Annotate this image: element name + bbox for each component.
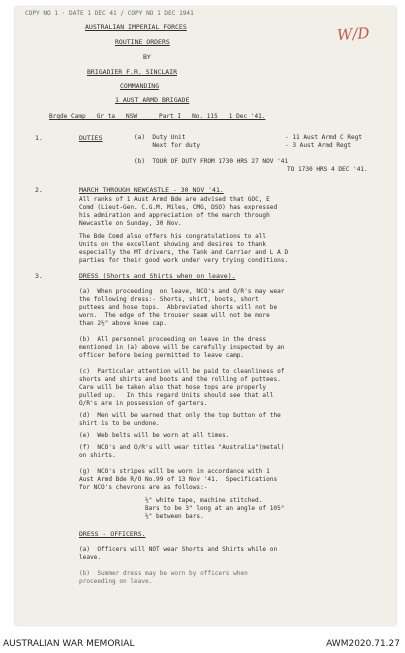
- dress-c-line-3: Care will be taken also that hose tops are properly: [79, 384, 267, 391]
- section-2-title: MARCH THROUGH NEWCASTLE - 30 NOV '41.: [79, 186, 224, 194]
- march-paragraph-2-line-1: The Bde Comd also offers his congratulations to all: [79, 233, 267, 240]
- march-paragraph-2-line-2: Units on the excellent showing and desires to thank: [79, 241, 267, 248]
- duty-unit-value: - 11 Aust Armd C Regt: [285, 134, 363, 141]
- dress-b-line-1: (b) All personnel proceeding on leave in the dress: [79, 336, 267, 343]
- dress-c-line-4: pulled up. In this regard Units should see that all: [79, 392, 274, 399]
- next-duty-value: - 3 Aust Armd Regt: [285, 142, 352, 149]
- header-line-3: BY: [143, 53, 151, 61]
- section-3-title: DRESS (Shorts and Shirts when on leave).: [79, 272, 236, 280]
- tour-of-duty-line-1: (b) TOUR OF DUTY FROM 1730 HRS 27 NOV '41: [134, 158, 289, 165]
- section-3-number: 3.: [35, 272, 43, 280]
- footer-accession-number: AWM2020.71.27: [326, 639, 400, 649]
- section-1-number: 1.: [35, 134, 43, 142]
- section-2-number: 2.: [35, 186, 43, 194]
- dress-officers-a-line-1: (a) Officers will NOT wear Shorts and Shirts while on: [79, 546, 278, 553]
- tour-of-duty-line-2: TO 1730 HRS 4 DEC '41.: [287, 166, 368, 173]
- dress-officers-b-line-1: (b) Summer dress may be worn by officers when: [79, 570, 248, 577]
- dress-a-line-5: than 2½" above knee cap.: [79, 320, 168, 327]
- header-line-2: ROUTINE ORDERS: [115, 38, 170, 46]
- header-line-6: 1 AUST ARMD BRIGADE: [115, 96, 190, 104]
- section-1-title: DUTIES: [79, 134, 103, 142]
- dress-officers-b-line-2: proceeding on leave.: [79, 578, 153, 585]
- dress-c-line-2: shorts and shirts and boots and the rolling of puttees.: [79, 376, 281, 383]
- document-page: [15, 7, 396, 625]
- archive-footer: [0, 637, 405, 653]
- chevron-spec-line-3: ½" between bars.: [145, 513, 204, 520]
- dress-c-line-5: O/R's are in possession of garters.: [79, 400, 208, 407]
- dress-a-line-1: (a) When proceeding on leave, NCO's and O/R's may wear: [79, 288, 285, 295]
- dress-a-line-3: puttees and hose tops. Abbreviated shorts will not be: [79, 304, 278, 311]
- dress-g-line-3: for NCO's chevrons are as follows:-: [79, 484, 208, 491]
- dress-f-line-2: on shirts.: [79, 452, 116, 459]
- dress-e-line: (e) Web belts will be worn at all times.: [79, 432, 230, 439]
- march-paragraph-1-line-2: Comd (Lieut-Gen. C.G.M. Miles, CMG, DSO) has expressed: [79, 204, 278, 211]
- dress-a-line-2: the following dress:- Shorts, shirt, boots, short: [79, 296, 259, 303]
- header-line-1: AUSTRALIAN IMPERIAL FORCES: [85, 23, 187, 31]
- next-duty-label: Next for duty: [134, 142, 201, 149]
- dress-c-line-1: (c) Particular attention will be paid to cleanliness of: [79, 368, 285, 375]
- dress-b-line-2: mentioned in (a) above will be carefully inspected by an: [79, 344, 285, 351]
- march-paragraph-2-line-4: parties for their good work under very trying conditions.: [79, 257, 289, 264]
- footer-institution: AUSTRALIAN WAR MEMORIAL: [3, 639, 135, 649]
- dress-g-line-1: (g) NCO's stripes will be worn in accordance with 1: [79, 468, 270, 475]
- chevron-spec-line-1: ½" white tape, machine stitched.: [145, 497, 263, 504]
- dress-b-line-3: officer before being permitted to leave camp.: [79, 352, 245, 359]
- march-paragraph-1-line-1: All ranks of 1 Aust Armd Bde are advised that GOC, E: [79, 196, 270, 203]
- header-line-5: COMMANDING: [120, 82, 160, 90]
- dress-officers-a-line-2: leave.: [79, 554, 102, 561]
- dress-d-line-2: shirt is to be undone.: [79, 420, 160, 427]
- handwritten-mark: W/D: [336, 23, 371, 45]
- chevron-spec-line-2: Bars to be 3" long at an angle of 105°: [145, 505, 285, 512]
- dress-f-line-1: (f) NCO's and O/R's will wear titles "Australia"(metal): [79, 444, 285, 451]
- dress-d-line-1: (d) Men will be warned that only the top button of the: [79, 412, 281, 419]
- top-classification-line: COPY NO 1 · DATE 1 DEC 41 / COPY NO 1 DEC 1941: [25, 10, 194, 17]
- dress-officers-title: DRESS - OFFICERS.: [79, 530, 146, 538]
- reference-line: Brgde Camp Gr ta NSW Part I No. 115 1 Dec '41.: [49, 113, 266, 120]
- march-paragraph-1-line-3: his admiration and appreciation of the march through: [79, 212, 270, 219]
- duty-unit-label: (a) Duty Unit: [134, 134, 186, 141]
- dress-g-line-2: Aust Armd Bde R/O No.99 of 13 Nov '41. Specifications: [79, 476, 278, 483]
- dress-a-line-4: worn. The edge of the trouser seam will not be more: [79, 312, 270, 319]
- march-paragraph-1-line-4: Newcastle on Sunday, 30 Nov.: [79, 220, 182, 227]
- header-line-4: BRIGADIER F.R. SINCLAIR: [87, 68, 178, 76]
- march-paragraph-2-line-3: especially the MT drivers, the Tank and Carrier and L A D: [79, 249, 289, 256]
